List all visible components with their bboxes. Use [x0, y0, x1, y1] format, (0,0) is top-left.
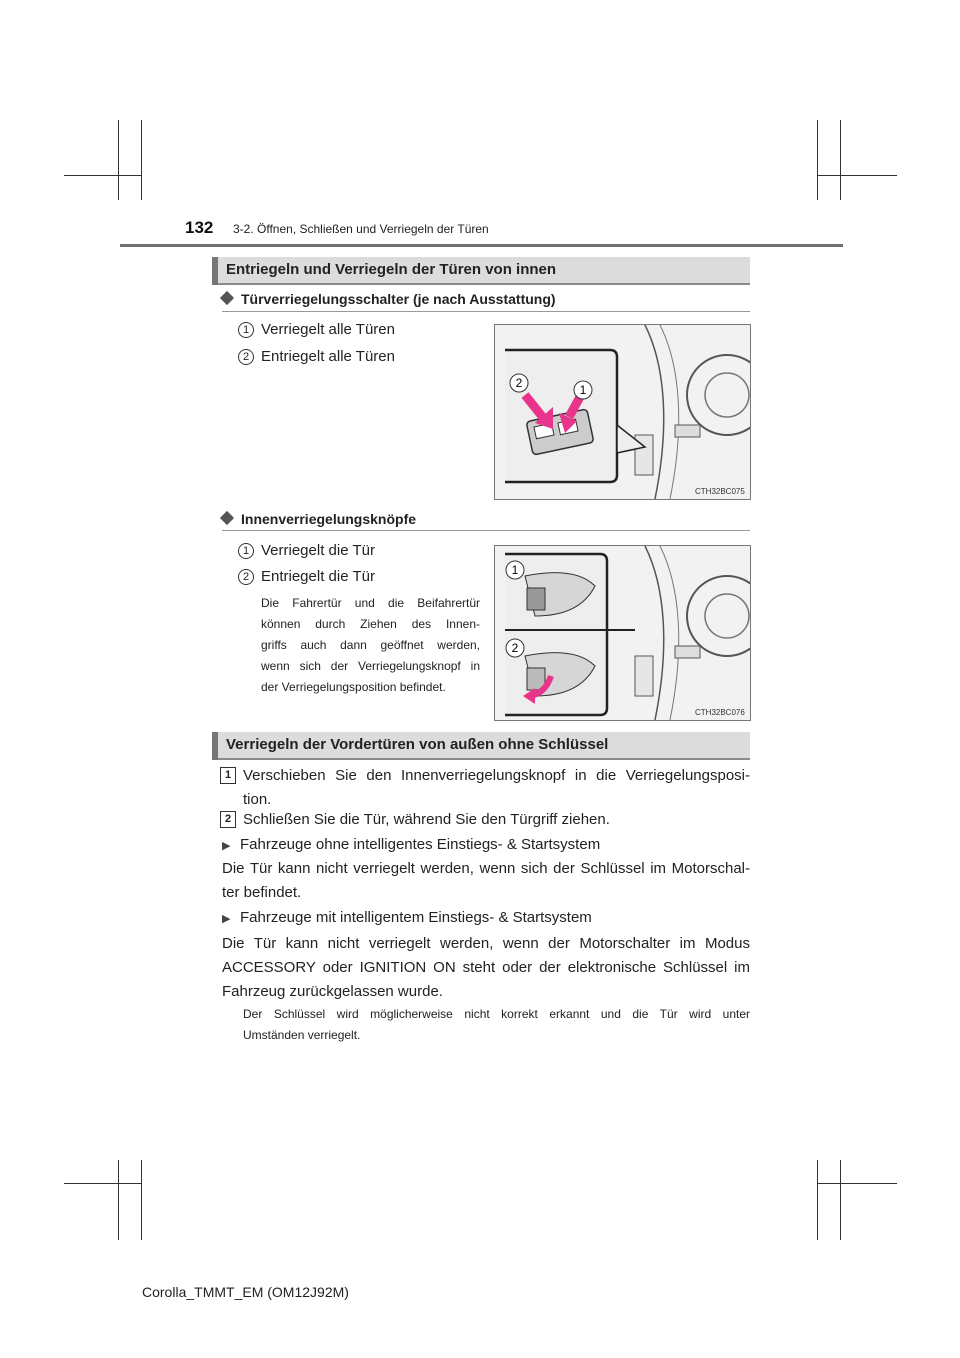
subsection-title: Türverriegelungsschalter (je nach Ausstattung)	[241, 291, 556, 307]
crop-mark	[840, 1160, 841, 1240]
footer-text: Corolla_TMMT_EM (OM12J92M)	[142, 1284, 349, 1300]
triangle-bullet-icon: ▶	[222, 913, 231, 925]
svg-text:1: 1	[511, 563, 519, 577]
section-heading	[212, 257, 750, 285]
figure-inside-lock-knob	[494, 545, 751, 721]
crop-mark	[141, 1160, 142, 1240]
callout-text: Entriegelt die Tür	[261, 568, 375, 585]
callout-number: 1	[238, 543, 254, 559]
step-line: Schließen Sie die Tür, während Sie den Türgriff ziehen.	[243, 811, 610, 828]
step-line: tion.	[243, 791, 272, 808]
crop-mark	[64, 175, 142, 176]
condition-label: Fahrzeuge mit intelligentem Einstiegs- & Startsystem	[240, 909, 592, 926]
condition-paragraph	[222, 857, 750, 905]
callout-number: 2	[238, 349, 254, 365]
subsection-rule	[222, 530, 750, 531]
subsection-rule	[222, 311, 750, 312]
section-title: Entriegeln und Verriegeln der Türen von innen	[226, 261, 557, 278]
paragraph-line: ter befindet.	[222, 884, 302, 901]
crop-mark	[840, 120, 841, 200]
note-line: Umständen verriegelt.	[243, 1028, 361, 1042]
step-number: 2	[220, 811, 236, 828]
crop-mark	[817, 120, 818, 200]
note-line: griffs auch dann geöffnet werden,	[261, 638, 480, 652]
callout-text: Verriegelt die Tür	[261, 542, 375, 559]
subsection-heading	[222, 291, 556, 307]
paragraph-line: Die Tür kann nicht verriegelt werden, wenn sich der Schlüssel im Motorschal-	[222, 860, 750, 877]
step-line: Verschieben Sie den Innenverriegelungsknopf in die Verriegelungsposi-	[243, 767, 750, 784]
crop-mark	[64, 1183, 142, 1184]
callout-text: Verriegelt alle Türen	[261, 321, 395, 338]
subsection-title: Innenverriegelungsknöpfe	[241, 511, 417, 527]
note-paragraph	[261, 593, 480, 698]
breadcrumb: 3-2. Öffnen, Schließen und Verriegeln der Türen	[233, 222, 489, 236]
callout-number: 1	[238, 322, 254, 338]
header-rule	[120, 244, 843, 247]
figure-code: CTH32BC075	[695, 487, 745, 496]
triangle-bullet-icon: ▶	[222, 840, 231, 852]
step-text	[243, 764, 750, 812]
crop-mark	[817, 1183, 897, 1184]
svg-text:2: 2	[515, 376, 523, 390]
note-line: können durch Ziehen des Innen-	[261, 617, 480, 631]
crop-mark	[118, 120, 119, 200]
paragraph-line: Fahrzeug zurückgelassen wurde.	[222, 983, 443, 1000]
step-number: 1	[220, 767, 236, 784]
diamond-icon	[220, 511, 234, 525]
condition-heading	[222, 906, 592, 931]
note-line: Der Schlüssel wird möglicherweise nicht korrekt erkannt und die Tür wird unter	[243, 1007, 750, 1021]
crop-mark	[118, 1160, 119, 1240]
paragraph-line: Die Tür kann nicht verriegelt werden, wenn der Motorschalter im Modus	[222, 935, 750, 952]
diamond-icon	[220, 291, 234, 305]
crop-mark	[817, 175, 897, 176]
svg-text:1: 1	[579, 383, 587, 397]
note-line: wenn sich der Verriegelungsknopf in	[261, 659, 480, 673]
callout-number: 2	[238, 569, 254, 585]
figure-code: CTH32BC076	[695, 708, 745, 717]
note-line: der Verriegelungsposition befindet.	[261, 680, 446, 694]
note-paragraph	[243, 1004, 750, 1046]
crop-mark	[141, 120, 142, 200]
callout-text: Entriegelt alle Türen	[261, 348, 395, 365]
page-number: 132	[185, 218, 214, 237]
condition-label: Fahrzeuge ohne intelligentes Einstiegs- & Startsystem	[240, 836, 601, 853]
door-lock-switch-illustration	[495, 325, 750, 499]
condition-heading	[222, 833, 600, 858]
paragraph-line: ACCESSORY oder IGNITION ON steht oder der elektronische Schlüssel im	[222, 959, 750, 976]
condition-paragraph	[222, 932, 750, 1004]
section-title: Verriegeln der Vordertüren von außen ohne Schlüssel	[226, 736, 609, 753]
section-heading	[212, 732, 750, 760]
svg-text:2: 2	[511, 641, 519, 655]
note-line: Die Fahrertür und die Beifahrertür	[261, 596, 480, 610]
inside-lock-knob-illustration	[495, 546, 750, 720]
subsection-heading	[222, 511, 416, 527]
figure-door-lock-switch	[494, 324, 751, 500]
crop-mark	[817, 1160, 818, 1240]
